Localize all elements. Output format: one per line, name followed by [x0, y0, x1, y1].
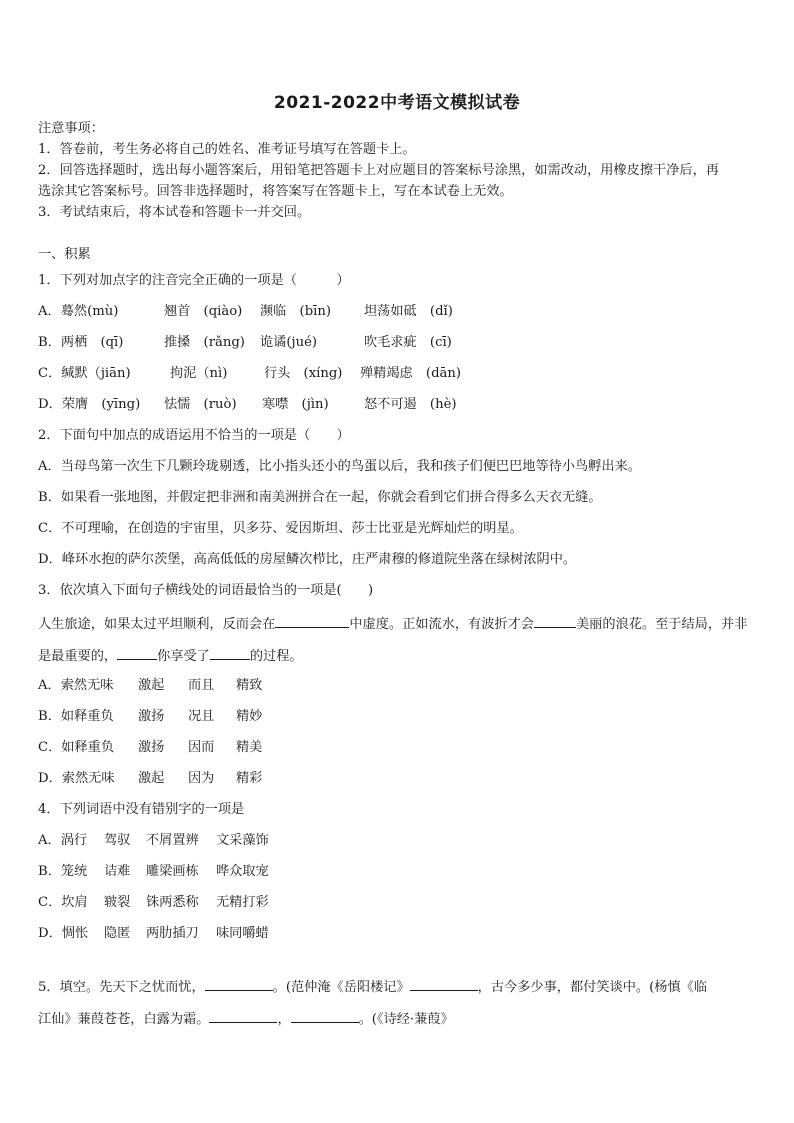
option-term: 况且: [188, 709, 215, 724]
option-term: 因而: [188, 740, 215, 755]
passage-text: 你享受了: [157, 649, 210, 664]
option-term: 因为: [188, 771, 215, 786]
option-term: C．坎肩: [38, 895, 88, 910]
option-term: 激扬: [138, 740, 165, 755]
option-term: 拘泥（nì): [170, 366, 228, 381]
passage-text: 人生旅途，如果太过平坦顺利，反而会在: [38, 617, 276, 632]
option-term: 激起: [138, 771, 165, 786]
option-term: 翘首 (qiào): [164, 304, 243, 319]
option-term: A．索然无味: [38, 678, 114, 693]
question-2-option-c: C．不可理喻，在创造的宇宙里，贝多芬、爱因斯坦、莎士比亚是光辉灿烂的明星。: [38, 521, 523, 536]
option-term: A．涡行: [38, 833, 88, 848]
option-term: 推搡 (rǎng): [164, 335, 245, 350]
option-term: 精致: [236, 678, 263, 693]
question-3-stem: 3．依次填入下面句子横线处的词语最恰当的一项是( ): [38, 583, 374, 598]
option-term: 寒噤 (jìn): [262, 397, 329, 412]
fill-blank[interactable]: [410, 976, 478, 991]
question-text: 。(范仲淹《岳阳楼记》: [272, 980, 410, 995]
fill-blank[interactable]: [275, 613, 349, 628]
fill-blank[interactable]: [291, 1008, 359, 1023]
option-term: 隐匿: [104, 926, 131, 941]
question-5-line1: [38, 976, 760, 998]
option-term: 精美: [236, 740, 263, 755]
option-term: D．惆怅: [38, 926, 89, 941]
question-text: 。(《诗经·蒹葭》: [358, 1012, 454, 1027]
question-3-passage-line1: [38, 613, 760, 635]
option-term: B．如释重负: [38, 709, 114, 724]
option-term: C．如释重负: [38, 740, 115, 755]
fill-blank[interactable]: [210, 645, 250, 660]
option-term: B．两栖 (qī): [38, 335, 124, 350]
option-term: 激起: [138, 678, 165, 693]
option-term: C．缄默（jiān): [38, 366, 131, 381]
option-term: 驾驭: [104, 833, 131, 848]
passage-text: 的过程。: [249, 649, 303, 664]
question-5-line2: [38, 1008, 760, 1030]
question-text: ，古今多少事，都付笑谈中。(杨慎《临: [477, 980, 708, 995]
question-4-stem: 4．下列词语中没有错别字的一项是: [38, 802, 245, 817]
option-term: 坦荡如砥 (dǐ): [364, 304, 453, 319]
notice-item: 3．考试结束后，将本试卷和答题卡一并交回。: [38, 205, 311, 220]
question-text: 江仙》蒹葭苍苍，白露为霜。: [38, 1012, 210, 1027]
option-term: A．蓦然(mù): [38, 304, 119, 319]
option-term: D．荣膺 (yīng): [38, 397, 141, 412]
option-term: 精妙: [236, 709, 263, 724]
option-term: 两肋插刀: [146, 926, 199, 941]
option-term: 皲裂: [104, 895, 131, 910]
section-heading: 一、积累: [38, 247, 91, 262]
fill-blank[interactable]: [534, 613, 576, 628]
notice-heading: 注意事项：: [38, 121, 104, 136]
question-2-stem: 2．下面句中加点的成语运用不恰当的一项是（ ）: [38, 428, 350, 443]
notice-item: 2．回答选择题时，选出每小题答案后，用铅笔把答题卡上对应题目的答案标号涂黑，如需改动，用橡皮擦干净后，再: [38, 163, 719, 178]
question-2-option-d: D．峰环水抱的萨尔茨堡，高高低低的房屋鳞次栉比，庄严肃穆的修道院坐落在绿树浓阴中。: [38, 552, 577, 567]
option-term: 不屑置辨: [146, 833, 199, 848]
option-term: B．笼统: [38, 864, 88, 879]
option-term: 吹毛求疵 (cī): [364, 335, 452, 350]
option-term: 诡谲(jué): [260, 335, 318, 350]
question-2-option-b: B．如果看一张地图，并假定把非洲和南美洲拼合在一起，你就会看到它们拼合得多么天衣无缝。: [38, 490, 602, 505]
option-term: 味同嚼蜡: [216, 926, 269, 941]
option-term: 精彩: [236, 771, 263, 786]
page-title: 2021-2022中考语文模拟试卷: [273, 93, 521, 113]
option-term: 铢两悉称: [146, 895, 199, 910]
fill-blank[interactable]: [117, 645, 157, 660]
option-term: 行头 (xíng): [264, 366, 343, 381]
question-text: ，: [277, 1012, 291, 1027]
question-2-option-a: A．当母鸟第一次生下几颗玲珑剔透，比小指头还小的鸟蛋以后，我和孩子们便巴巴地等待小鸟孵出来。: [38, 459, 641, 474]
passage-text: 是最重要的，: [38, 649, 118, 664]
question-1-stem: 1．下列对加点字的注音完全正确的一项是（ ）: [38, 273, 350, 288]
notice-item: 选涂其它答案标号。回答非选择题时，将答案写在答题卡上，写在本试卷上无效。: [38, 184, 513, 199]
option-term: 激扬: [138, 709, 165, 724]
fill-blank[interactable]: [205, 976, 273, 991]
option-term: 怒不可遏 (hè): [364, 397, 457, 412]
option-term: 哗众取宠: [216, 864, 269, 879]
option-term: 雕梁画栋: [146, 864, 199, 879]
passage-text: 美丽的浪花。至于结局，并非: [576, 617, 748, 632]
option-term: 而且: [188, 678, 215, 693]
passage-text: 中虚度。正如流水，有波折才会: [349, 617, 534, 632]
option-term: 殚精竭虑 (dān): [360, 366, 462, 381]
option-term: 诘难: [104, 864, 131, 879]
notice-item: 1．答卷前，考生务必将自己的姓名、准考证号填写在答题卡上。: [38, 142, 416, 157]
question-3-passage-line2: [38, 645, 760, 667]
fill-blank[interactable]: [209, 1008, 277, 1023]
option-term: D．索然无味: [38, 771, 115, 786]
option-term: 文采藻饰: [216, 833, 269, 848]
option-term: 怯懦 (ruò): [164, 397, 237, 412]
option-term: 无精打彩: [216, 895, 269, 910]
question-text: 5．填空。先天下之忧而忧，: [38, 980, 205, 995]
option-term: 濒临 (bīn): [260, 304, 332, 319]
